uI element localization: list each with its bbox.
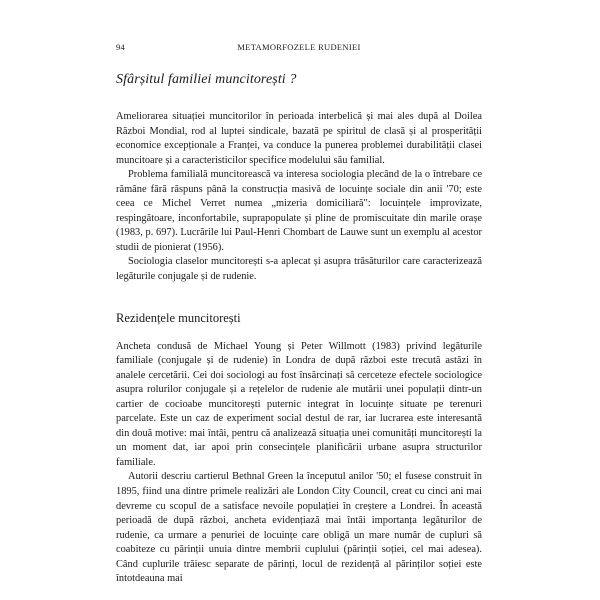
subsection-paragraph-2: Autorii descriu cartierul Bethnal Green la începutul anilor '50; el fusese construit în 1895, fiind una dintre primele realizări ale London City Council, creat cu cinci ani mai devreme cu scopul de a satisface nevoile populației în creștere a Londrei. În această perioadă de după război, ancheta evidențiază mai întâi importanța legăturilor de rudenie, ca urmare a penuriei de locuințe care obligă un mare număr de cupluri să coabiteze cu părinții unuia dintre membrii cuplului (părinții soției, cel mai adesea). Când cuplurile trăiesc separate de părinți, locul de rezidență al părinților soției este întotdeauna mai <box>116 471 482 585</box>
section-title: Sfârșitul familiei muncitorești ? <box>116 72 297 87</box>
section-paragraph-3: Sociologia claselor muncitorești s-a aplecat și asupra trăsăturilor care caracterizează legăturile conjugale și de rudenie. <box>116 256 482 283</box>
running-title: METAMORFOZELE RUDENIEI <box>237 42 361 52</box>
subsection-paragraph-1: Ancheta condusă de Michael Young și Peter Willmott (1983) privind legăturile familiale (conjugale și de rudenie) în Londra de după război este trecută astăzi în analele cercetării. Cei doi sociologi au fost însărcinați să cerceteze efectele sociologice asupra rolurilor conjugale și a rețelelor de rudenie ale mutării unei populații dintr-un cartier de cocioabe muncitorești puternic integrat în locuințe situate pe terenuri parcelate. Este un caz de experiment social destul de rar, iar lucrarea este interesantă din două motive: mai întâi, pentru că analizează situația unei comunități muncitorești la un moment dat, iar apoi prin consecințele planificării urbane asupra structurilor familiale. <box>116 340 482 468</box>
page-content <box>116 72 482 587</box>
subsection-title: Rezidențele muncitorești <box>116 310 241 325</box>
section-paragraph-1: Ameliorarea situației muncitorilor în perioada interbelică și mai ales după al Doilea Război Mondial, rod al luptei sindicale, bazată pe spiritul de clasă și al prosperității economice excepționale a Franței, va conduce la punerea problemei durabilității clasei muncitoare și a caracteristicilor specifice modelului său familial. <box>116 111 482 166</box>
page-number: 94 <box>116 42 126 52</box>
section-paragraph-2: Problema familială muncitorească va interesa sociologia plecând de la o întrebare ce rămâne fără răspuns până la construcția masivă de locuințe sociale din anii '70; este ceea ce Michel Verret numea „mizeria domiciliară": locuințele improvizate, respingătoare, inconfortabile, suprapopulate și pline de promiscuitate din marile orașe (1983, p. 697). Lucrările lui Paul-Henri Chombart de Lauwe sunt un exemplu al acestor studii de pionierat (1956). <box>116 169 482 253</box>
running-header <box>116 42 482 54</box>
